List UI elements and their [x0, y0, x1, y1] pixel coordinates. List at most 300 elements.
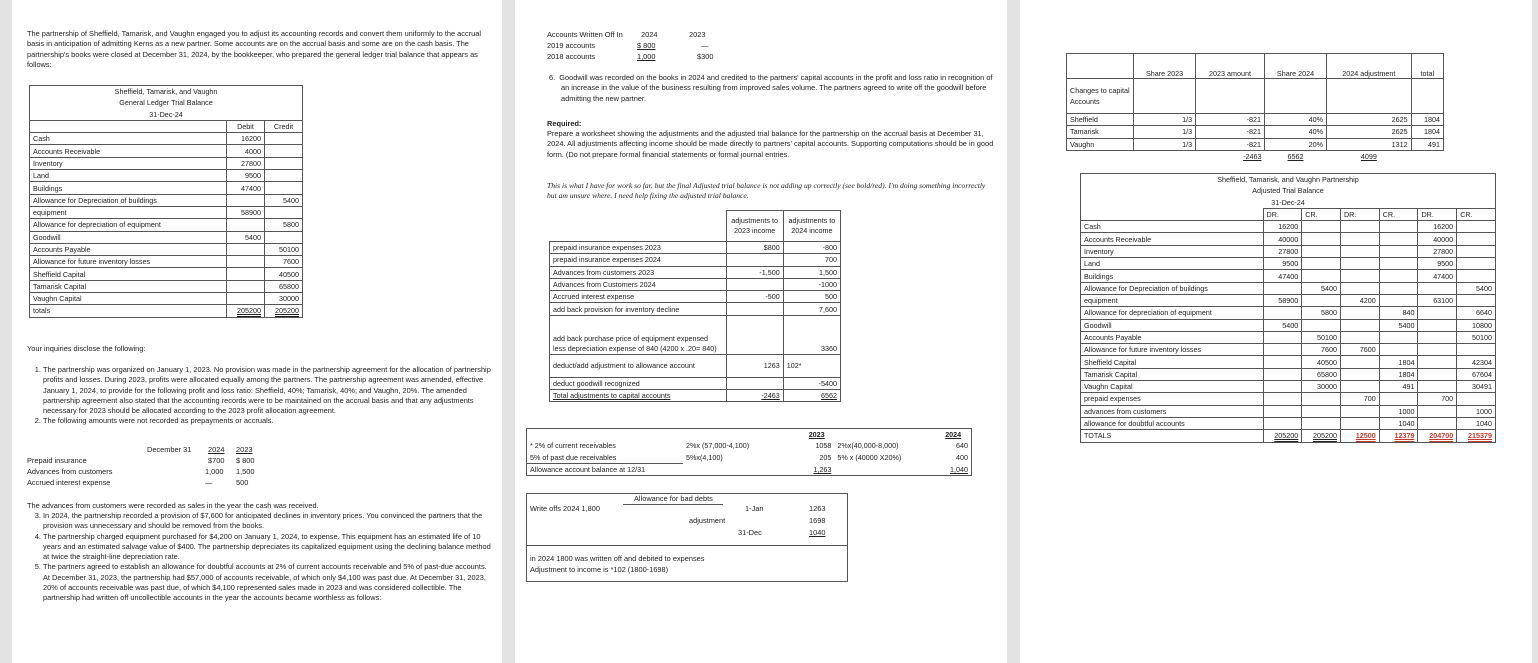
required-text: Prepare a worksheet showing the adjustments and the adjusted trial balance for the partnership on the accrual basis at December 31, 2024. All adjustments affecting income should be made directly to partners' capital accounts. Supporting computations should be in good form. (Do not prepare formal financial statements or formal journal entries. [547, 129, 994, 159]
debit-value: 16200 [227, 133, 265, 145]
atb-value [1457, 258, 1496, 270]
atb-value: 1000 [1457, 405, 1496, 417]
calc-h-blank [527, 429, 684, 441]
tb-header-blank [30, 120, 227, 132]
atb-value [1340, 331, 1379, 343]
title-row [30, 97, 303, 108]
atb-value: 50100 [1457, 331, 1496, 343]
debit-value [227, 219, 265, 231]
atb-value: 40000 [1263, 233, 1302, 245]
title-row [30, 109, 303, 121]
atb-value: 58900 [1263, 294, 1302, 306]
credit-value [265, 206, 303, 218]
atb-value: 9500 [1263, 258, 1302, 270]
calc-h-blank2 [683, 429, 799, 441]
atb-value [1263, 356, 1302, 368]
adjustment-label: add back provision for inventory decline [550, 303, 727, 315]
atb-value: 5400 [1457, 282, 1496, 294]
blank-cell [1067, 150, 1134, 162]
table-row [527, 452, 972, 464]
table-row [30, 182, 303, 194]
atb-account: Allowance for future inventory losses [1081, 344, 1264, 356]
share-total-2023: -2463 [1243, 152, 1262, 162]
share-tot: 1804 [1411, 114, 1443, 126]
share-total-2024-adj: 4099 [1360, 152, 1377, 162]
adjustment-2024: 7,600 [783, 303, 840, 315]
items-block [27, 365, 492, 427]
table-row [30, 194, 303, 206]
adjustment-label: Advances from customers 2023 [550, 266, 727, 278]
calc-formula-2024 [834, 463, 935, 475]
tb-header-debit: Debit [227, 120, 265, 132]
atb-value: 700 [1418, 393, 1457, 405]
credit-value: 7600 [265, 256, 303, 268]
table-row [527, 463, 972, 475]
blank-cell [1134, 79, 1196, 114]
atb-value [1379, 221, 1418, 233]
calc-formula-2023: 5%x(4,100) [686, 452, 723, 462]
table-row [527, 440, 972, 451]
account-name: Sheffield Capital [30, 268, 227, 280]
table-row [30, 305, 303, 317]
atb-account: Goodwill [1081, 319, 1264, 331]
atb-value [1418, 307, 1457, 319]
table-row [30, 268, 303, 280]
prepayment-2024: 1,000 [205, 467, 224, 476]
share-name: Sheffield [1067, 114, 1134, 126]
atb-value: 30000 [1302, 381, 1341, 393]
atb-account: Land [1081, 258, 1264, 270]
atb-account: Cash [1081, 221, 1264, 233]
debit-value: 205200 [227, 305, 265, 317]
share-a23: -821 [1196, 126, 1265, 138]
atb-header: DR. [1418, 208, 1457, 220]
item-5: 5. The partners agreed to establish an allowance for doubtful accounts at 2% of current accounts receivable and 5% of past-due accounts. At December 31, 2023, the partnership had $57,000 of accounts receivable, of which only $4,100 was past due. At December 31, 2023, 20% of accounts receivable was past due, of which $4,100 represented sales made in 2023 and was considered collectible. The partnership had written off uncollectible accounts in the year the accounts became worthless as follows: [43, 562, 492, 603]
intro-paragraph: The partnership of Sheffield, Tamarisk, and Vaughn engaged you to adjust its accounting records and convert them uniformly to the accrual basis in anticipation of admitting Kerns as a new partner. Some accounts are on the accrual basis and some are on the cash basis. The partnership's books were closed at December 31, 2024, by the bookkeeper, who prepared the general ledger trial balance that appears as follows: [27, 29, 481, 69]
title-row [1081, 197, 1496, 209]
calc-label: * 2% of current receivables [527, 440, 684, 451]
item-4: 4. The partnership charged equipment purchased for $4,200 on January 1, 2024, to expense. This equipment has an estimated life of 10 years and an estimated salvage value of $400. The partnership depreciates its capitalized equipment using the declining balance method at twice the straight-line depreciation rate. [43, 532, 492, 563]
atb-value: 1000 [1379, 405, 1418, 417]
credit-value: 5400 [265, 194, 303, 206]
atb-value [1379, 294, 1418, 306]
table-row [1081, 356, 1496, 368]
blank-cell [1327, 79, 1412, 114]
adjustment-2023: -500 [726, 291, 783, 303]
writeoff-header-2024: 2024 [641, 30, 658, 39]
account-name: Accounts Payable [30, 243, 227, 255]
atb-account: Inventory [1081, 245, 1264, 257]
table-row [30, 293, 303, 305]
table-row [30, 157, 303, 169]
blank-cell [1264, 79, 1326, 114]
atb-value: 30491 [1457, 381, 1496, 393]
student-note: This is what I have for work so far, but the final Adjusted trial balance is not adding up correctly (see bold/red). I'm doing something incorrectly but am unsure where. I need help fixing the adjusted trial balance. [547, 181, 986, 200]
capital-changes-table [1066, 53, 1444, 162]
prepayment-label: Advances from customers [27, 467, 113, 476]
atb-value [1340, 245, 1379, 257]
writeoff-header-label: Accounts Written Off In [547, 30, 623, 39]
atb-value [1379, 233, 1418, 245]
adjustment-label: prepaid insurance expenses 2024 [550, 254, 727, 266]
atb-value: 27800 [1418, 245, 1457, 257]
writeoff-2023: $300 [697, 52, 714, 61]
adjustment-2024: 1,500 [783, 266, 840, 278]
divider [527, 545, 847, 546]
atb-value: 215379 [1457, 430, 1496, 442]
share-header: 2024 adjustment [1327, 54, 1412, 79]
atb-value: 65800 [1302, 368, 1341, 380]
calc-formula-2023 [683, 463, 799, 475]
adjustment-2023 [726, 254, 783, 266]
atb-value [1457, 344, 1496, 356]
required-label: Required: [547, 119, 582, 128]
calc-value-2023: 1,263 [799, 463, 834, 475]
prepayment-label: Prepaid insurance [27, 456, 87, 465]
share-header: Share 2024 [1264, 54, 1326, 79]
adjustment-2023 [726, 278, 783, 290]
atb-header: CR. [1379, 208, 1418, 220]
atb-value: 4200 [1340, 294, 1379, 306]
equipment-adjustment-label: add back purchase price of equipment expensed less depreciation expense of 840 (4200 x .20= 840) [550, 315, 727, 354]
header-row [1081, 208, 1496, 220]
share-s23: 1/3 [1134, 138, 1196, 150]
atb-value [1418, 417, 1457, 429]
share-name: Tamarisk [1067, 126, 1134, 138]
atb-value: 840 [1379, 307, 1418, 319]
atb-value [1302, 417, 1341, 429]
adj-header-2024: adjustments to 2024 income [783, 211, 840, 242]
debit-value: 5400 [227, 231, 265, 243]
allowance-calc-table [526, 428, 972, 476]
atb-header: CR. [1457, 208, 1496, 220]
atb-value: 27800 [1263, 245, 1302, 257]
table-row [1067, 138, 1444, 150]
atb-value [1340, 319, 1379, 331]
atb-value [1379, 258, 1418, 270]
blank-cell [1411, 150, 1443, 162]
allowance-adjustment-label: deduct/add adjustment to allowance account [550, 354, 727, 377]
atb-header: DR. [1340, 208, 1379, 220]
share-s24: 20% [1264, 138, 1326, 150]
allowance-2023: 1263 [763, 361, 780, 371]
atb-value: 700 [1340, 393, 1379, 405]
atb-value: 16200 [1418, 221, 1457, 233]
atb-value: 16200 [1263, 221, 1302, 233]
credit-value [265, 170, 303, 182]
atb-value [1379, 393, 1418, 405]
bad-debts-box [526, 493, 848, 582]
adjustment-2024: 500 [783, 291, 840, 303]
atb-value [1457, 233, 1496, 245]
bad-debts-note-2: Adjustment to income is *102 (1800-1698) [530, 565, 669, 574]
account-name: Cash [30, 133, 227, 145]
atb-value [1302, 294, 1341, 306]
atb-value [1340, 221, 1379, 233]
atb-value: 12500 [1340, 430, 1379, 442]
atb-value: 50100 [1302, 331, 1341, 343]
atb-value [1418, 405, 1457, 417]
atb-title-2: Adjusted Trial Balance [1081, 185, 1496, 196]
table-row [1081, 245, 1496, 257]
atb-value [1457, 393, 1496, 405]
atb-value [1263, 417, 1302, 429]
blank-cell [1411, 79, 1443, 114]
credit-value: 65800 [265, 280, 303, 292]
atb-value [1379, 331, 1418, 343]
atb-value [1379, 245, 1418, 257]
writeoff-label: 2018 accounts [547, 52, 596, 61]
table-row [1081, 258, 1496, 270]
account-name: Land [30, 170, 227, 182]
equipment-2023 [726, 315, 783, 354]
credit-value [265, 182, 303, 194]
calc-value-2024: 1,040 [935, 463, 971, 475]
atb-value [1418, 331, 1457, 343]
tb-title-1: Sheffield, Tamarisk, and Vaughn [30, 86, 303, 98]
share-h-blank [1067, 54, 1134, 79]
atb-value: 205200 [1302, 430, 1341, 442]
tb-header-credit: Credit [265, 120, 303, 132]
writeoff-2024: 1,000 [637, 52, 656, 61]
calc-formula-2023: 2%x (57,000-4,100) [686, 441, 750, 451]
table-row [550, 354, 841, 377]
atb-value [1302, 258, 1341, 270]
atb-value: 5400 [1302, 282, 1341, 294]
calc-value-2023: 205 [819, 452, 832, 462]
table-row [30, 243, 303, 255]
credit-value: 5800 [265, 219, 303, 231]
total-2024: 6562 [783, 390, 840, 402]
adjustment-label: Advances from Customers 2024 [550, 278, 727, 290]
atb-value: 47400 [1418, 270, 1457, 282]
total-2023: -2463 [726, 390, 783, 402]
item-3: 3. In 2024, the partnership recorded a provision of $7,600 for anticipated declines in inventory prices. You convinced the partners that the provision was unnecessary and should be removed from the books. [43, 511, 492, 532]
atb-title-1: Sheffield, Tamarisk, and Vaughn Partnership [1081, 174, 1496, 186]
atb-h-blank [1081, 208, 1264, 220]
atb-value [1263, 344, 1302, 356]
atb-value: 6640 [1457, 307, 1496, 319]
title-row [1081, 174, 1496, 186]
header-row [30, 120, 303, 132]
atb-value: 491 [1379, 381, 1418, 393]
share-total-2024: 6562 [1287, 152, 1304, 162]
calc-formula-2024: 2%x(40,000-8,000) [837, 441, 899, 451]
table-row [30, 133, 303, 145]
calc-value-2024: 640 [935, 440, 971, 451]
adjustment-label: prepaid insurance expenses 2023 [550, 242, 727, 254]
atb-value: 67604 [1457, 368, 1496, 380]
credit-value: 205200 [265, 305, 303, 317]
table-row [1081, 282, 1496, 294]
title-row [30, 86, 303, 98]
debit-value [227, 194, 265, 206]
adjustment-2023: $800 [726, 242, 783, 254]
atb-value [1302, 405, 1341, 417]
bad-debts-adjustment-value: 1698 [809, 516, 826, 525]
prepayments-header-2023: 2023 [236, 445, 253, 454]
prepayments-header-2024: 2024 [208, 445, 225, 454]
bad-debts-jan-value: 1263 [809, 504, 826, 513]
debit-value: 27800 [227, 157, 265, 169]
account-name: Tamarisk Capital [30, 280, 227, 292]
atb-value [1263, 381, 1302, 393]
adjustment-label: Accrued interest expense [550, 291, 727, 303]
allowance-2024: 102* [783, 354, 840, 377]
bad-debts-title: Allowance for bad debts [634, 494, 713, 503]
table-row [30, 206, 303, 218]
share-a23: -821 [1196, 138, 1265, 150]
prepayment-2023: 1,500 [236, 467, 255, 476]
atb-account: Sheffield Capital [1081, 356, 1264, 368]
table-row [1081, 307, 1496, 319]
table-row [1081, 381, 1496, 393]
account-name: Allowance for depreciation of equipment [30, 219, 227, 231]
credit-value: 30000 [265, 293, 303, 305]
atb-account: equipment [1081, 294, 1264, 306]
prepayment-2024: $700 [208, 456, 225, 465]
atb-account: allowance for doubtful accounts [1081, 417, 1264, 429]
header-row [550, 211, 841, 242]
atb-title-3: 31-Dec-24 [1081, 197, 1496, 209]
atb-account: TOTALS [1081, 430, 1264, 442]
atb-value [1457, 294, 1496, 306]
debit-value [227, 293, 265, 305]
table-row [550, 278, 841, 290]
table-row [1081, 417, 1496, 429]
credit-value [265, 157, 303, 169]
share-a24: 2625 [1327, 114, 1412, 126]
atb-value: 5400 [1263, 319, 1302, 331]
atb-account: Accounts Receivable [1081, 233, 1264, 245]
table-row [1067, 79, 1444, 114]
table-row [1081, 393, 1496, 405]
atb-value [1418, 356, 1457, 368]
adjustment-2024: -1000 [783, 278, 840, 290]
bad-debts-jan: 1-Jan [745, 504, 764, 513]
atb-value [1340, 368, 1379, 380]
blank-cell [1196, 79, 1265, 114]
account-name: equipment [30, 206, 227, 218]
atb-account: Buildings [1081, 270, 1264, 282]
table-row [550, 291, 841, 303]
credit-value [265, 145, 303, 157]
table-row [550, 266, 841, 278]
calc-label: 5% of past due receivables [527, 452, 684, 464]
atb-value [1340, 270, 1379, 282]
atb-value [1418, 282, 1457, 294]
atb-header: CR. [1302, 208, 1341, 220]
atb-value: 5800 [1302, 307, 1341, 319]
share-s23: 1/3 [1134, 114, 1196, 126]
atb-value [1340, 282, 1379, 294]
bad-debts-dec: 31-Dec [738, 528, 762, 537]
item-6: 6. Goodwill was recorded on the books in 2024 and credited to the partners' capital accounts in the profit and loss ratio in recognition of an increase in the value of the business resulting from improved sales volume. The partners agreed to write off the goodwill before admitting the new partner. [549, 73, 993, 103]
atb-account: Vaughn Capital [1081, 381, 1264, 393]
share-a23: -821 [1196, 114, 1265, 126]
atb-value [1418, 319, 1457, 331]
atb-value [1302, 270, 1341, 282]
prepayment-label: Accrued interest expense [27, 478, 111, 487]
page-1 [12, 0, 502, 663]
atb-value [1340, 233, 1379, 245]
debit-value: 58900 [227, 206, 265, 218]
debit-value: 9500 [227, 170, 265, 182]
adj-header-blank [550, 211, 727, 242]
share-a24: 1312 [1327, 138, 1412, 150]
bad-debts-note-1: in 2024 1800 was written off and debited to expenses [530, 554, 705, 563]
table-row [1081, 331, 1496, 343]
table-row [550, 254, 841, 266]
debit-value [227, 268, 265, 280]
table-row [1081, 430, 1496, 442]
credit-value: 40500 [265, 268, 303, 280]
table-row [1081, 221, 1496, 233]
items-block-2 [27, 511, 492, 604]
table-row [30, 219, 303, 231]
calc-value-2024: 400 [935, 452, 971, 464]
credit-value [265, 133, 303, 145]
atb-value [1379, 344, 1418, 356]
account-name: Allowance for future inventory losses [30, 256, 227, 268]
atb-value [1418, 344, 1457, 356]
account-name: Accounts Receivable [30, 145, 227, 157]
atb-account: Allowance for Depreciation of buildings [1081, 282, 1264, 294]
atb-value [1340, 381, 1379, 393]
total-row [1067, 150, 1444, 162]
atb-value [1340, 417, 1379, 429]
table-row [1081, 344, 1496, 356]
atb-account: advances from customers [1081, 405, 1264, 417]
general-ledger-trial-balance [29, 85, 303, 318]
debit-value [227, 256, 265, 268]
atb-value: 1040 [1457, 417, 1496, 429]
account-name: Allowance for Depreciation of buildings [30, 194, 227, 206]
writeoff-2024: $ 800 [637, 41, 656, 50]
calc-value-2023: 1058 [815, 441, 832, 451]
goodwill-label: deduct goodwill recognized [550, 377, 727, 389]
page-2 [515, 0, 1007, 663]
atb-value [1302, 233, 1341, 245]
t-account-line [623, 504, 723, 505]
table-row [550, 303, 841, 315]
atb-value: 10800 [1457, 319, 1496, 331]
prepayment-2023: 500 [236, 478, 249, 487]
atb-value [1379, 270, 1418, 282]
atb-account: Accounts Payable [1081, 331, 1264, 343]
account-name: Inventory [30, 157, 227, 169]
bad-debts-adjustment: adjustment [689, 516, 726, 525]
atb-header: DR. [1263, 208, 1302, 220]
table-row [30, 256, 303, 268]
bad-debts-dec-value: 1040 [809, 528, 826, 537]
atb-value [1340, 405, 1379, 417]
share-s23: 1/3 [1134, 126, 1196, 138]
account-name: Vaughn Capital [30, 293, 227, 305]
calc-formula-2024: 5% x (40000 X20%) [837, 452, 902, 462]
goodwill-2024: -5400 [783, 377, 840, 389]
atb-value [1340, 356, 1379, 368]
adjustment-2024: 700 [783, 254, 840, 266]
table-row [550, 377, 841, 389]
atb-value [1418, 368, 1457, 380]
atb-value [1418, 381, 1457, 393]
share-name: Vaughn [1067, 138, 1134, 150]
atb-value [1302, 245, 1341, 257]
capital-changes-label: Changes to capital Accounts [1067, 79, 1134, 114]
item-6-text: Goodwill was recorded on the books in 2024 and credited to the partners' capital accounts in the profit and loss ratio in recognition of an increase in the value of the business resulting from improved sales volume. The partners agreed to write off the goodwill before admitting the new partner. [559, 73, 993, 103]
table-row [1081, 405, 1496, 417]
